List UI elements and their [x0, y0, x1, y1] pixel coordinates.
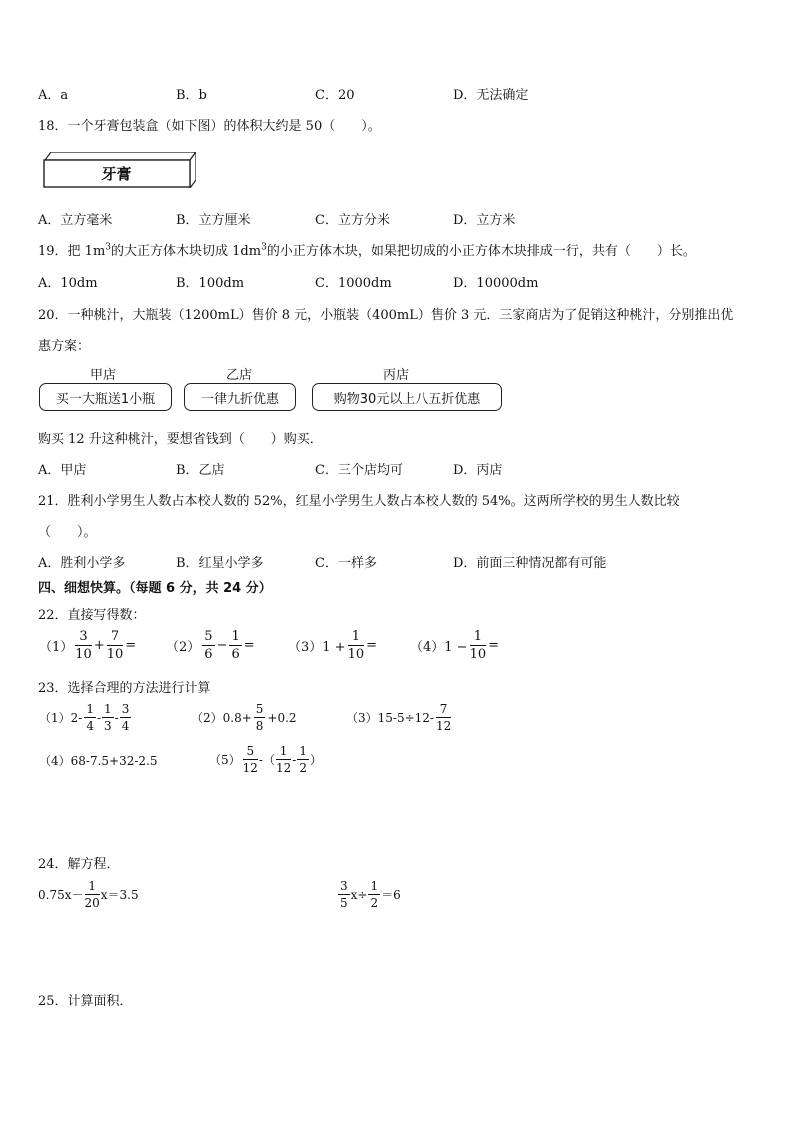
operator: -	[96, 710, 102, 725]
q19-option-b: B．100dm	[176, 276, 245, 291]
fraction-denominator: 6	[231, 647, 240, 662]
fraction-denominator: 20	[84, 896, 100, 910]
q18-stem: 18．一个牙膏包装盒（如下图）的体积大约是 50（ ）。	[38, 119, 381, 134]
fraction-numerator: 1	[348, 630, 365, 646]
q22-item-4	[409, 630, 500, 661]
toothpaste-box-figure	[43, 152, 196, 188]
section-4-title: 四、细想快算。（每题 6 分，共 24 分）	[38, 581, 272, 596]
q19-option-a: A．10dm	[38, 276, 98, 291]
fraction-numerator: 3	[340, 879, 348, 893]
fraction-numerator: 1	[231, 629, 240, 644]
fraction-numerator: 1	[86, 702, 94, 716]
q23-e5-end: ）	[309, 753, 322, 767]
q23-e2-label: （2）0.8+	[191, 711, 252, 725]
q21-option-b: B．红星小学多	[176, 556, 264, 571]
q23-expr-2	[190, 703, 298, 732]
fraction-numerator: 3	[121, 702, 130, 716]
q21-option-a: A．胜利小学多	[38, 556, 126, 571]
q23-e3-label: （3）15-5÷12-	[346, 711, 434, 725]
equals-sign: =	[243, 638, 255, 653]
q19-stem-part-c: 的小正方体木块，如果把切成的小正方体木块排成一行，共有（ ）长。	[266, 244, 696, 259]
equals-sign: =	[125, 638, 137, 653]
q23-expr-3	[345, 703, 452, 732]
q23-e4-label: （4）68-7.5+32-2.5	[39, 754, 158, 768]
q24-eq2-mid: x÷	[350, 887, 368, 902]
q24-eq2-post: ＝6	[381, 888, 401, 902]
fraction-numerator: 3	[75, 630, 92, 646]
q19-stem	[38, 240, 696, 259]
fraction-denominator: 12	[275, 761, 292, 775]
q23-e5-label: （5）	[209, 753, 241, 767]
fraction-numerator: 5	[204, 629, 213, 644]
shop-name-yi: 乙店	[226, 368, 253, 383]
q17-option-b: B．b	[176, 88, 207, 103]
q24-eq1-post: x＝3.5	[100, 888, 139, 902]
shop-offer-jia: 买一大瓶送1小瓶	[39, 383, 172, 411]
q22-item4-label: （4）1 −	[410, 640, 468, 655]
q17-option-c: C．20	[315, 88, 355, 103]
q22-item-3	[287, 630, 378, 661]
q25-stem: 25．计算面积．	[38, 994, 133, 1009]
q19-stem-part-a: 19．把 1m	[38, 244, 106, 259]
q19-option-d: D．10000dm	[453, 276, 539, 291]
q20-option-d: D．丙店	[453, 463, 503, 478]
q22-item2-label: （2）	[166, 640, 201, 655]
operator: −	[216, 638, 228, 653]
q24-equation-2	[337, 880, 401, 909]
q23-expr-4	[38, 752, 159, 769]
q17-option-a: A．a	[38, 88, 69, 103]
fraction-numerator: 1	[85, 880, 100, 895]
q24-stem: 24．解方程．	[38, 857, 120, 872]
fraction-denominator: 2	[370, 896, 379, 910]
operator: +	[93, 638, 105, 653]
q24-eq1-pre: 0.75x－	[38, 888, 84, 902]
fraction-numerator: 1	[370, 879, 379, 893]
fraction-denominator: 3	[104, 719, 112, 733]
fraction-denominator: 6	[204, 647, 213, 662]
q21-stem-line2: （ ）。	[38, 525, 97, 540]
q18-option-d: D．立方米	[453, 213, 516, 228]
q23-expr-1	[38, 703, 132, 732]
fraction-denominator: 5	[340, 896, 348, 910]
q18-option-c: C．立方分米	[315, 213, 390, 228]
q23-stem: 23．选择合理的方法进行计算	[38, 681, 211, 696]
shop-name-jia: 甲店	[90, 368, 117, 383]
operator: -	[114, 710, 119, 725]
q21-stem-line1: 21．胜利小学男生人数占本校人数的 52%，红星小学男生人数占本校人数的 54%。这两所学校的男生人数比较	[38, 494, 680, 509]
q18-option-a: A．立方毫米	[38, 213, 113, 228]
q20-option-b: B．乙店	[176, 463, 225, 478]
fraction-numerator: 7	[107, 630, 124, 646]
operator: -	[292, 752, 297, 767]
q17-option-d: D．无法确定	[453, 88, 529, 103]
q19-stem-part-b: 的大正方体木块切成 1dm	[111, 244, 262, 259]
fraction-denominator: 10	[106, 647, 124, 662]
fraction-denominator: 10	[469, 647, 487, 662]
q22-stem: 22．直接写得数：	[38, 608, 146, 623]
fraction-numerator: 5	[255, 702, 264, 716]
q21-option-d: D．前面三种情况都有可能	[453, 556, 607, 571]
q23-expr-5	[208, 745, 322, 774]
equals-sign: =	[366, 638, 378, 653]
fraction-numerator: 1	[299, 744, 307, 758]
q23-e1-label: （1）2-	[39, 711, 83, 725]
q22-item-1	[38, 630, 137, 661]
q20-option-c: C．三个店均可	[315, 463, 403, 478]
shop-name-bing: 丙店	[383, 368, 410, 383]
q22-item1-label: （1）	[39, 640, 74, 655]
q22-item3-label: （3）1 +	[288, 640, 346, 655]
toothpaste-box-label: 牙膏	[101, 165, 132, 183]
fraction-denominator: 10	[75, 647, 92, 662]
equals-sign: =	[488, 638, 500, 653]
q19-option-c: C．1000dm	[315, 276, 392, 291]
fraction-numerator: 1	[104, 702, 112, 716]
fraction-denominator: 4	[86, 719, 94, 733]
fraction-denominator: 2	[299, 761, 307, 775]
fraction-numerator: 7	[436, 703, 451, 718]
fraction-numerator: 1	[470, 630, 487, 646]
fraction-denominator: 12	[242, 761, 258, 775]
q19-sup-2: 3	[261, 242, 267, 253]
q21-option-c: C．一样多	[315, 556, 377, 571]
q20-stem-line1: 20．一种桃汁，大瓶装（1200mL）售价 8 元，小瓶装（400mL）售价 3 元．三家商店为了促销这种桃汁，分别推出优	[38, 308, 734, 323]
q24-equation-1	[38, 880, 139, 909]
shop-offer-yi: 一律九折优惠	[184, 383, 296, 411]
q19-sup-1: 3	[105, 242, 112, 253]
fraction-denominator: 8	[255, 719, 264, 733]
q18-option-b: B．立方厘米	[176, 213, 251, 228]
q22-item-2	[165, 630, 256, 661]
q20-question: 购买 12 升这种桃汁，要想省钱到（ ）购买．	[38, 432, 323, 447]
shop-offer-bing: 购物30元以上八五折优惠	[312, 383, 502, 411]
q23-e2-tail: +0.2	[267, 710, 297, 725]
q20-stem-line2: 惠方案：	[38, 339, 91, 354]
fraction-numerator: 1	[276, 745, 291, 760]
fraction-numerator: 5	[243, 745, 258, 760]
q20-option-a: A．甲店	[38, 463, 87, 478]
fraction-denominator: 10	[347, 647, 365, 662]
fraction-denominator: 12	[435, 719, 452, 733]
q23-e5-mid: -（	[258, 753, 275, 767]
fraction-denominator: 4	[121, 719, 130, 733]
